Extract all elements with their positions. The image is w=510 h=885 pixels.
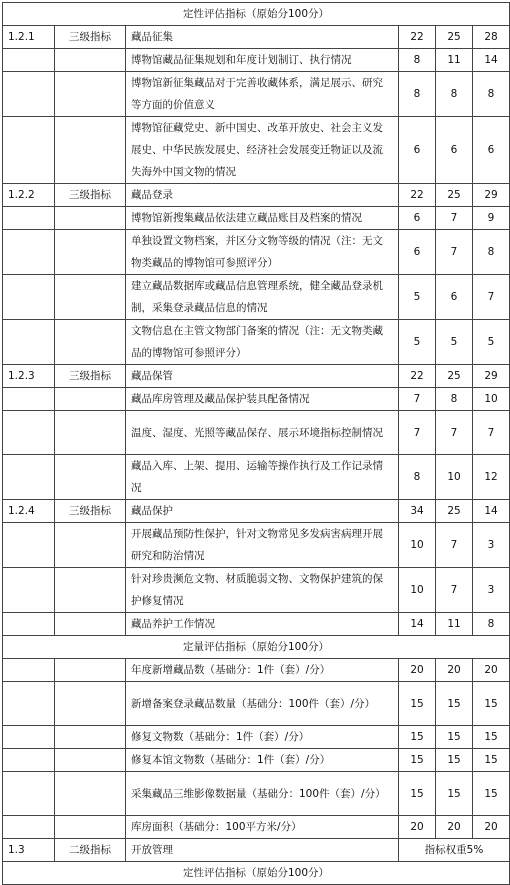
score-cell: 7 (436, 207, 473, 230)
score-cell: 6 (436, 275, 473, 320)
score-cell: 5 (473, 320, 510, 365)
section-header: 定量评估指标（原始分100分） (3, 636, 510, 659)
blank-cell (55, 455, 126, 500)
criterion-text: 文物信息在主管文物部门备案的情况（注：无文物类藏品的博物馆可参照评分） (126, 320, 399, 365)
blank-cell (3, 523, 55, 568)
criterion-text: 单独设置文物档案，并区分文物等级的情况（注：无文物类藏品的博物馆可参照评分） (126, 230, 399, 275)
quantitative-row (3, 726, 510, 749)
quantitative-row (3, 659, 510, 682)
score-cell: 8 (399, 49, 436, 72)
indicator-title: 藏品登录 (126, 184, 399, 207)
score-cell: 12 (473, 455, 510, 500)
score-cell: 8 (436, 72, 473, 117)
score-cell: 10 (399, 568, 436, 613)
blank-cell (55, 117, 126, 184)
blank-cell (3, 455, 55, 500)
blank-cell (55, 613, 126, 636)
score-cell: 3 (473, 523, 510, 568)
score-cell: 15 (399, 772, 436, 816)
indicator-code: 1.2.4 (3, 500, 55, 523)
score-cell: 25 (436, 500, 473, 523)
quantitative-row (3, 749, 510, 772)
criterion-row (3, 613, 510, 636)
blank-cell (55, 682, 126, 726)
score-cell: 8 (473, 72, 510, 117)
score-cell: 5 (399, 320, 436, 365)
indicator-weight: 指标权重5% (399, 839, 510, 862)
score-cell: 6 (399, 230, 436, 275)
blank-cell (3, 230, 55, 275)
blank-cell (3, 72, 55, 117)
criterion-text: 博物馆新征集藏品对于完善收藏体系，满足展示、研究等方面的价值意义 (126, 72, 399, 117)
indicator-row (3, 26, 510, 49)
score-cell: 14 (473, 49, 510, 72)
score-cell: 6 (399, 117, 436, 184)
criterion-text: 开展藏品预防性保护，针对文物常见多发病害病理开展研究和防治情况 (126, 523, 399, 568)
score-cell: 10 (473, 388, 510, 411)
score-cell: 6 (473, 117, 510, 184)
blank-cell (3, 726, 55, 749)
blank-cell (55, 72, 126, 117)
quantitative-row (3, 772, 510, 816)
score-cell: 29 (473, 184, 510, 207)
blank-cell (55, 772, 126, 816)
criterion-text: 建立藏品数据库或藏品信息管理系统，健全藏品登录机制，采集登录藏品信息的情况 (126, 275, 399, 320)
criterion-row (3, 455, 510, 500)
table-body (3, 3, 510, 885)
score-cell: 15 (399, 726, 436, 749)
blank-cell (55, 411, 126, 455)
section-header: 定性评估指标（原始分100分） (3, 862, 510, 885)
score-cell: 7 (399, 388, 436, 411)
score-cell: 7 (436, 523, 473, 568)
score-cell: 15 (436, 726, 473, 749)
criterion-row (3, 49, 510, 72)
score-cell: 15 (399, 682, 436, 726)
score-cell: 20 (473, 659, 510, 682)
criterion-row (3, 230, 510, 275)
blank-cell (55, 275, 126, 320)
blank-cell (3, 682, 55, 726)
score-cell: 7 (473, 411, 510, 455)
quantitative-text: 库房面积（基础分：100平方米/分） (126, 816, 399, 839)
criterion-row (3, 388, 510, 411)
score-cell: 7 (399, 411, 436, 455)
score-cell: 20 (436, 659, 473, 682)
score-cell: 15 (399, 749, 436, 772)
indicator-code: 1.2.2 (3, 184, 55, 207)
indicator-code: 1.2.3 (3, 365, 55, 388)
score-cell: 20 (399, 816, 436, 839)
quantitative-text: 新增备案登录藏品数量（基础分：100件（套）/分） (126, 682, 399, 726)
blank-cell (55, 49, 126, 72)
indicator-level: 三级指标 (55, 500, 126, 523)
score-cell: 14 (399, 613, 436, 636)
score-cell: 7 (473, 275, 510, 320)
criterion-text: 博物馆新搜集藏品依法建立藏品账目及档案的情况 (126, 207, 399, 230)
score-cell: 25 (436, 26, 473, 49)
score-cell: 7 (436, 230, 473, 275)
score-cell: 3 (473, 568, 510, 613)
indicator-title: 藏品保管 (126, 365, 399, 388)
indicator-title: 藏品保护 (126, 500, 399, 523)
criterion-row (3, 411, 510, 455)
indicator-row (3, 365, 510, 388)
blank-cell (55, 816, 126, 839)
score-cell: 10 (436, 455, 473, 500)
score-cell: 15 (436, 749, 473, 772)
score-cell: 20 (473, 816, 510, 839)
score-cell: 15 (473, 726, 510, 749)
blank-cell (55, 568, 126, 613)
blank-cell (55, 230, 126, 275)
score-cell: 15 (473, 772, 510, 816)
indicator-row (3, 500, 510, 523)
score-cell: 22 (399, 26, 436, 49)
criterion-row (3, 72, 510, 117)
criterion-row (3, 320, 510, 365)
quantitative-row (3, 682, 510, 726)
quantitative-text: 年度新增藏品数（基础分：1件（套）/分） (126, 659, 399, 682)
blank-cell (55, 207, 126, 230)
indicator-code: 1.3 (3, 839, 55, 862)
blank-cell (3, 411, 55, 455)
criterion-row (3, 207, 510, 230)
indicator-level: 三级指标 (55, 26, 126, 49)
score-cell: 8 (399, 455, 436, 500)
blank-cell (55, 320, 126, 365)
blank-cell (55, 659, 126, 682)
blank-cell (3, 568, 55, 613)
quantitative-text: 采集藏品三维影像数据量（基础分：100件（套）/分） (126, 772, 399, 816)
blank-cell (55, 726, 126, 749)
indicator-level: 三级指标 (55, 365, 126, 388)
section-header-row (3, 862, 510, 885)
score-cell: 8 (436, 388, 473, 411)
blank-cell (55, 388, 126, 411)
score-cell: 15 (436, 772, 473, 816)
score-cell: 22 (399, 365, 436, 388)
score-cell: 7 (436, 411, 473, 455)
indicator-code: 1.2.1 (3, 26, 55, 49)
criterion-row (3, 117, 510, 184)
criterion-row (3, 523, 510, 568)
indicator-level: 二级指标 (55, 839, 126, 862)
score-cell: 34 (399, 500, 436, 523)
score-cell: 25 (436, 184, 473, 207)
score-cell: 6 (436, 117, 473, 184)
score-cell: 15 (473, 749, 510, 772)
score-cell: 25 (436, 365, 473, 388)
score-cell: 22 (399, 184, 436, 207)
evaluation-index-table (2, 2, 510, 885)
score-cell: 5 (436, 320, 473, 365)
score-cell: 14 (473, 500, 510, 523)
blank-cell (3, 772, 55, 816)
score-cell: 8 (473, 613, 510, 636)
score-cell: 9 (473, 207, 510, 230)
blank-cell (3, 816, 55, 839)
score-cell: 15 (473, 682, 510, 726)
blank-cell (3, 659, 55, 682)
criterion-text: 藏品养护工作情况 (126, 613, 399, 636)
score-cell: 8 (399, 72, 436, 117)
score-cell: 20 (399, 659, 436, 682)
indicator-title: 开放管理 (126, 839, 399, 862)
indicator-title: 藏品征集 (126, 26, 399, 49)
score-cell: 7 (436, 568, 473, 613)
score-cell: 15 (436, 682, 473, 726)
score-cell: 10 (399, 523, 436, 568)
indicator-level: 三级指标 (55, 184, 126, 207)
quantitative-text: 修复本馆文物数（基础分：1件（套）/分） (126, 749, 399, 772)
score-cell: 11 (436, 49, 473, 72)
indicator-row (3, 184, 510, 207)
blank-cell (3, 388, 55, 411)
criterion-text: 博物馆征藏党史、新中国史、改革开放史、社会主义发展史、中华民族发展史、经济社会发展变迁物证以及流失海外中国文物的情况 (126, 117, 399, 184)
score-cell: 28 (473, 26, 510, 49)
criterion-row (3, 568, 510, 613)
section-header-row (3, 636, 510, 659)
criterion-row (3, 275, 510, 320)
section-header: 定性评估指标（原始分100分） (3, 3, 510, 26)
blank-cell (3, 749, 55, 772)
blank-cell (3, 49, 55, 72)
section-header-row (3, 3, 510, 26)
indicator-row (3, 839, 510, 862)
criterion-text: 藏品库房管理及藏品保护装具配备情况 (126, 388, 399, 411)
score-cell: 20 (436, 816, 473, 839)
score-cell: 5 (399, 275, 436, 320)
blank-cell (3, 117, 55, 184)
criterion-text: 针对珍贵濒危文物、材质脆弱文物、文物保护建筑的保护修复情况 (126, 568, 399, 613)
score-cell: 8 (473, 230, 510, 275)
criterion-text: 博物馆藏品征集规划和年度计划制订、执行情况 (126, 49, 399, 72)
criterion-text: 温度、湿度、光照等藏品保存、展示环境指标控制情况 (126, 411, 399, 455)
quantitative-text: 修复文物数（基础分：1件（套）/分） (126, 726, 399, 749)
blank-cell (55, 523, 126, 568)
score-cell: 29 (473, 365, 510, 388)
blank-cell (3, 207, 55, 230)
score-cell: 6 (399, 207, 436, 230)
blank-cell (3, 613, 55, 636)
criterion-text: 藏品入库、上架、提用、运输等操作执行及工作记录情况 (126, 455, 399, 500)
blank-cell (55, 749, 126, 772)
blank-cell (3, 320, 55, 365)
quantitative-row (3, 816, 510, 839)
score-cell: 11 (436, 613, 473, 636)
blank-cell (3, 275, 55, 320)
